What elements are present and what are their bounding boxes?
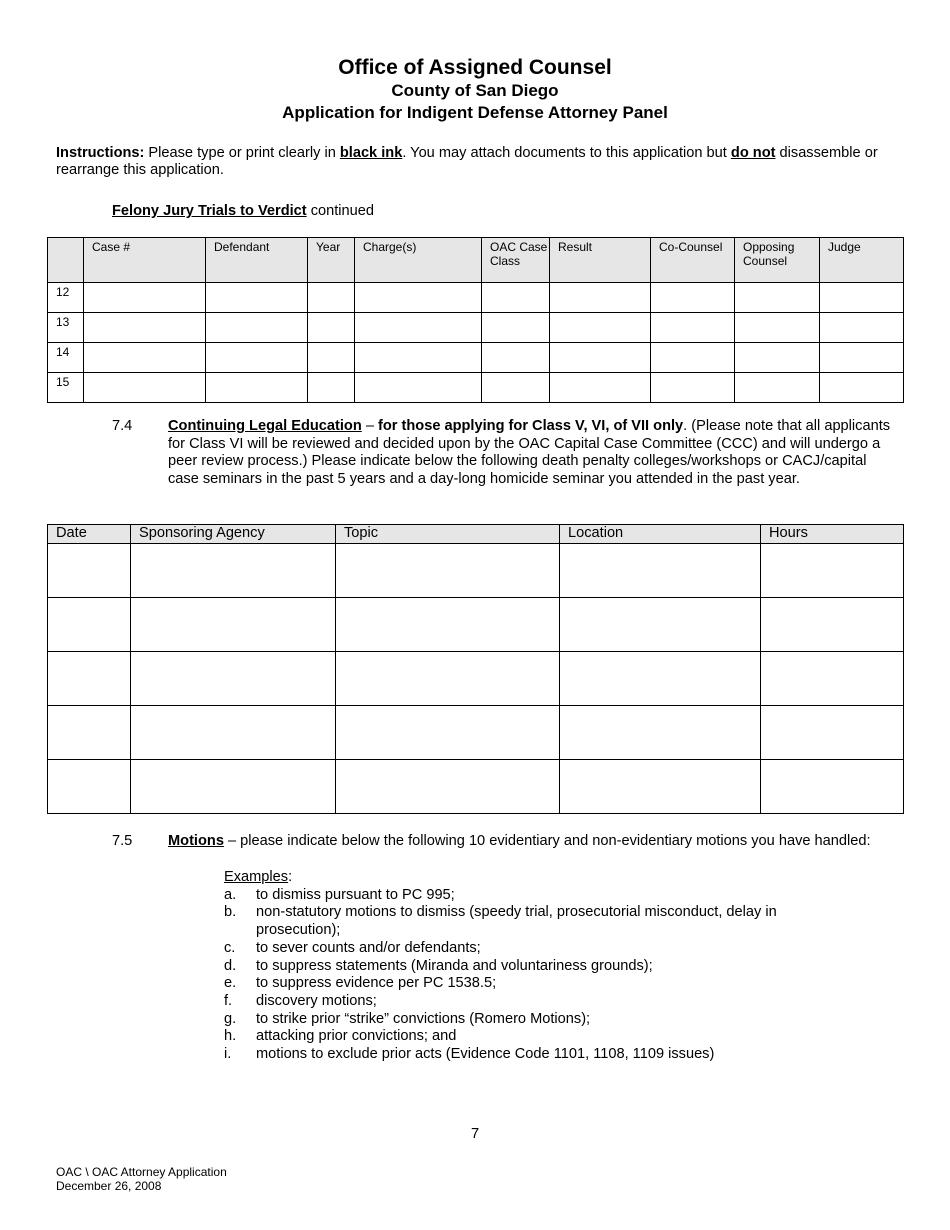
felony-trials-table bbox=[47, 237, 904, 403]
table-cell[interactable] bbox=[482, 373, 550, 403]
row-number-header bbox=[48, 238, 84, 283]
table-cell[interactable] bbox=[131, 598, 336, 652]
table-cell[interactable] bbox=[820, 343, 904, 373]
table-cell[interactable] bbox=[761, 760, 904, 814]
examples-label: Examples bbox=[224, 869, 289, 885]
column-header: Date bbox=[48, 525, 131, 544]
section-7-5-number: 7.5 bbox=[112, 833, 133, 849]
black-ink-emphasis: black ink bbox=[339, 145, 403, 161]
column-header: Defendant bbox=[206, 238, 308, 283]
cle-description: . (Please note that all applicants for Class VI will be reviewed and decided upon by the OAC Capital Case Committee (CCC) and will undergo a peer review process.) Please indicate below the following death penalty colleges/workshops or CACJ/capital case seminars in the past 5 years and a day-long homicide seminar you attended in the past year. bbox=[168, 418, 891, 488]
table-cell[interactable] bbox=[84, 283, 206, 313]
table-cell[interactable] bbox=[84, 373, 206, 403]
page-title: Office of Assigned Counsel bbox=[338, 56, 612, 79]
table-cell[interactable] bbox=[560, 652, 761, 706]
row-number: 13 bbox=[48, 313, 84, 343]
table-cell[interactable] bbox=[308, 283, 355, 313]
list-item bbox=[224, 887, 846, 905]
row-number: 15 bbox=[48, 373, 84, 403]
list-item bbox=[224, 940, 846, 958]
column-header: Co-Counsel bbox=[651, 238, 735, 283]
list-letter: h. bbox=[224, 1028, 237, 1045]
cle-heading: Continuing Legal Education bbox=[168, 418, 362, 434]
table-cell[interactable] bbox=[651, 313, 735, 343]
table-cell[interactable] bbox=[651, 343, 735, 373]
felony-heading-suffix: continued bbox=[306, 203, 375, 219]
footer-date: December 26, 2008 bbox=[56, 1179, 162, 1193]
list-letter: i. bbox=[224, 1046, 232, 1063]
row-number: 12 bbox=[48, 283, 84, 313]
list-letter: b. bbox=[224, 904, 237, 921]
felony-trials-heading bbox=[112, 203, 374, 219]
column-header: Location bbox=[560, 525, 761, 544]
column-header: Judge bbox=[820, 238, 904, 283]
table-cell[interactable] bbox=[761, 706, 904, 760]
table-cell[interactable] bbox=[48, 652, 131, 706]
cle-table-header bbox=[48, 525, 904, 544]
row-number: 14 bbox=[48, 343, 84, 373]
table-row bbox=[48, 283, 904, 313]
motion-examples bbox=[224, 869, 846, 1064]
table-cell[interactable] bbox=[560, 706, 761, 760]
table-cell[interactable] bbox=[482, 313, 550, 343]
table-cell[interactable] bbox=[336, 706, 560, 760]
column-header: Topic bbox=[336, 525, 560, 544]
table-row bbox=[48, 373, 904, 403]
table-cell[interactable] bbox=[48, 760, 131, 814]
list-item bbox=[224, 1028, 846, 1046]
county-name: County of San Diego bbox=[391, 81, 559, 100]
table-cell[interactable] bbox=[336, 652, 560, 706]
table-row bbox=[48, 343, 904, 373]
table-cell[interactable] bbox=[550, 343, 651, 373]
list-text: non-statutory motions to dismiss (speedy trial, prosecutorial misconduct, delay in prosecution); bbox=[256, 904, 777, 939]
section-7-4-text bbox=[168, 418, 896, 489]
table-cell[interactable] bbox=[735, 313, 820, 343]
table-cell[interactable] bbox=[308, 313, 355, 343]
table-cell[interactable] bbox=[84, 313, 206, 343]
table-row bbox=[48, 544, 904, 598]
list-text: discovery motions; bbox=[256, 992, 377, 1009]
table-cell[interactable] bbox=[550, 313, 651, 343]
column-header: Sponsoring Agency bbox=[131, 525, 336, 544]
list-text: to suppress evidence per PC 1538.5; bbox=[256, 975, 497, 992]
list-text: to dismiss pursuant to PC 995; bbox=[256, 886, 455, 903]
table-cell[interactable] bbox=[820, 283, 904, 313]
instructions-text-3: disassemble or rearrange this application. bbox=[56, 145, 878, 178]
list-letter: c. bbox=[224, 939, 236, 956]
table-cell[interactable] bbox=[206, 283, 308, 313]
footer-path: OAC \ OAC Attorney Application bbox=[56, 1165, 227, 1179]
felony-table-header bbox=[48, 238, 904, 283]
table-cell[interactable] bbox=[761, 598, 904, 652]
table-row bbox=[48, 706, 904, 760]
table-cell[interactable] bbox=[131, 544, 336, 598]
table-cell[interactable] bbox=[355, 283, 482, 313]
list-item bbox=[224, 993, 846, 1011]
table-row bbox=[48, 598, 904, 652]
examples-colon: : bbox=[288, 869, 293, 885]
table-cell[interactable] bbox=[206, 313, 308, 343]
column-header: Year bbox=[308, 238, 355, 283]
table-cell[interactable] bbox=[131, 760, 336, 814]
table-cell[interactable] bbox=[560, 598, 761, 652]
table-cell[interactable] bbox=[355, 343, 482, 373]
table-cell[interactable] bbox=[651, 283, 735, 313]
list-text: to suppress statements (Miranda and voluntariness grounds); bbox=[256, 957, 653, 974]
table-cell[interactable] bbox=[206, 343, 308, 373]
column-header: Charge(s) bbox=[355, 238, 482, 283]
table-cell[interactable] bbox=[336, 544, 560, 598]
section-7-4-number: 7.4 bbox=[112, 418, 133, 434]
table-row bbox=[48, 652, 904, 706]
motions-heading: Motions bbox=[168, 833, 224, 849]
table-cell[interactable] bbox=[735, 373, 820, 403]
instructions-label: Instructions: bbox=[56, 145, 145, 161]
table-cell[interactable] bbox=[560, 544, 761, 598]
table-row bbox=[48, 760, 904, 814]
table-cell[interactable] bbox=[336, 760, 560, 814]
list-letter: a. bbox=[224, 886, 237, 903]
list-text: to strike prior “strike” convictions (Romero Motions); bbox=[256, 1010, 591, 1027]
table-cell[interactable] bbox=[560, 760, 761, 814]
list-item bbox=[224, 1011, 846, 1029]
table-cell[interactable] bbox=[84, 343, 206, 373]
table-cell[interactable] bbox=[131, 706, 336, 760]
instructions bbox=[56, 145, 886, 179]
table-cell[interactable] bbox=[761, 544, 904, 598]
column-header: Result bbox=[550, 238, 651, 283]
do-not-emphasis: do not bbox=[730, 145, 776, 161]
table-cell[interactable] bbox=[761, 652, 904, 706]
footer bbox=[56, 1165, 227, 1193]
table-cell[interactable] bbox=[820, 373, 904, 403]
instructions-text-2: . You may attach documents to this application but bbox=[402, 145, 731, 161]
table-cell[interactable] bbox=[820, 313, 904, 343]
table-cell[interactable] bbox=[651, 373, 735, 403]
column-header: OAC Case Class bbox=[482, 238, 550, 283]
instructions-text-1: Please type or print clearly in bbox=[144, 145, 340, 161]
list-item bbox=[224, 975, 846, 993]
table-cell[interactable] bbox=[735, 283, 820, 313]
table-cell[interactable] bbox=[355, 373, 482, 403]
table-cell[interactable] bbox=[308, 343, 355, 373]
column-header: Hours bbox=[761, 525, 904, 544]
page-number: 7 bbox=[470, 1126, 480, 1142]
list-item bbox=[224, 904, 846, 939]
table-cell[interactable] bbox=[482, 343, 550, 373]
table-cell[interactable] bbox=[735, 343, 820, 373]
table-cell[interactable] bbox=[48, 706, 131, 760]
section-7-5-text bbox=[168, 833, 888, 851]
column-header: Case # bbox=[84, 238, 206, 283]
table-cell[interactable] bbox=[550, 283, 651, 313]
table-cell[interactable] bbox=[131, 652, 336, 706]
table-cell[interactable] bbox=[550, 373, 651, 403]
cle-class-note: for those applying for Class V, VI, of VII only bbox=[378, 418, 684, 434]
motions-description: – please indicate below the following 10 evidentiary and non-evidentiary motions you have handled: bbox=[223, 833, 871, 849]
cle-table bbox=[47, 524, 904, 814]
list-text: motions to exclude prior acts (Evidence Code 1101, 1108, 1109 issues) bbox=[256, 1046, 715, 1063]
list-item bbox=[224, 1046, 846, 1064]
table-cell[interactable] bbox=[206, 373, 308, 403]
list-text: to sever counts and/or defendants; bbox=[256, 939, 481, 956]
list-item bbox=[224, 958, 846, 976]
table-cell[interactable] bbox=[308, 373, 355, 403]
table-cell[interactable] bbox=[336, 598, 560, 652]
list-letter: g. bbox=[224, 1010, 237, 1027]
table-cell[interactable] bbox=[482, 283, 550, 313]
felony-heading-label: Felony Jury Trials to Verdict bbox=[112, 203, 307, 219]
list-text: attacking prior convictions; and bbox=[256, 1028, 457, 1045]
application-subtitle: Application for Indigent Defense Attorney Panel bbox=[282, 103, 668, 122]
table-cell[interactable] bbox=[48, 544, 131, 598]
table-cell[interactable] bbox=[48, 598, 131, 652]
column-header: Opposing Counsel bbox=[735, 238, 820, 283]
table-cell[interactable] bbox=[355, 313, 482, 343]
cle-dash: – bbox=[361, 418, 378, 434]
table-row bbox=[48, 313, 904, 343]
list-letter: d. bbox=[224, 957, 237, 974]
list-letter: f. bbox=[224, 992, 233, 1009]
list-letter: e. bbox=[224, 975, 237, 992]
